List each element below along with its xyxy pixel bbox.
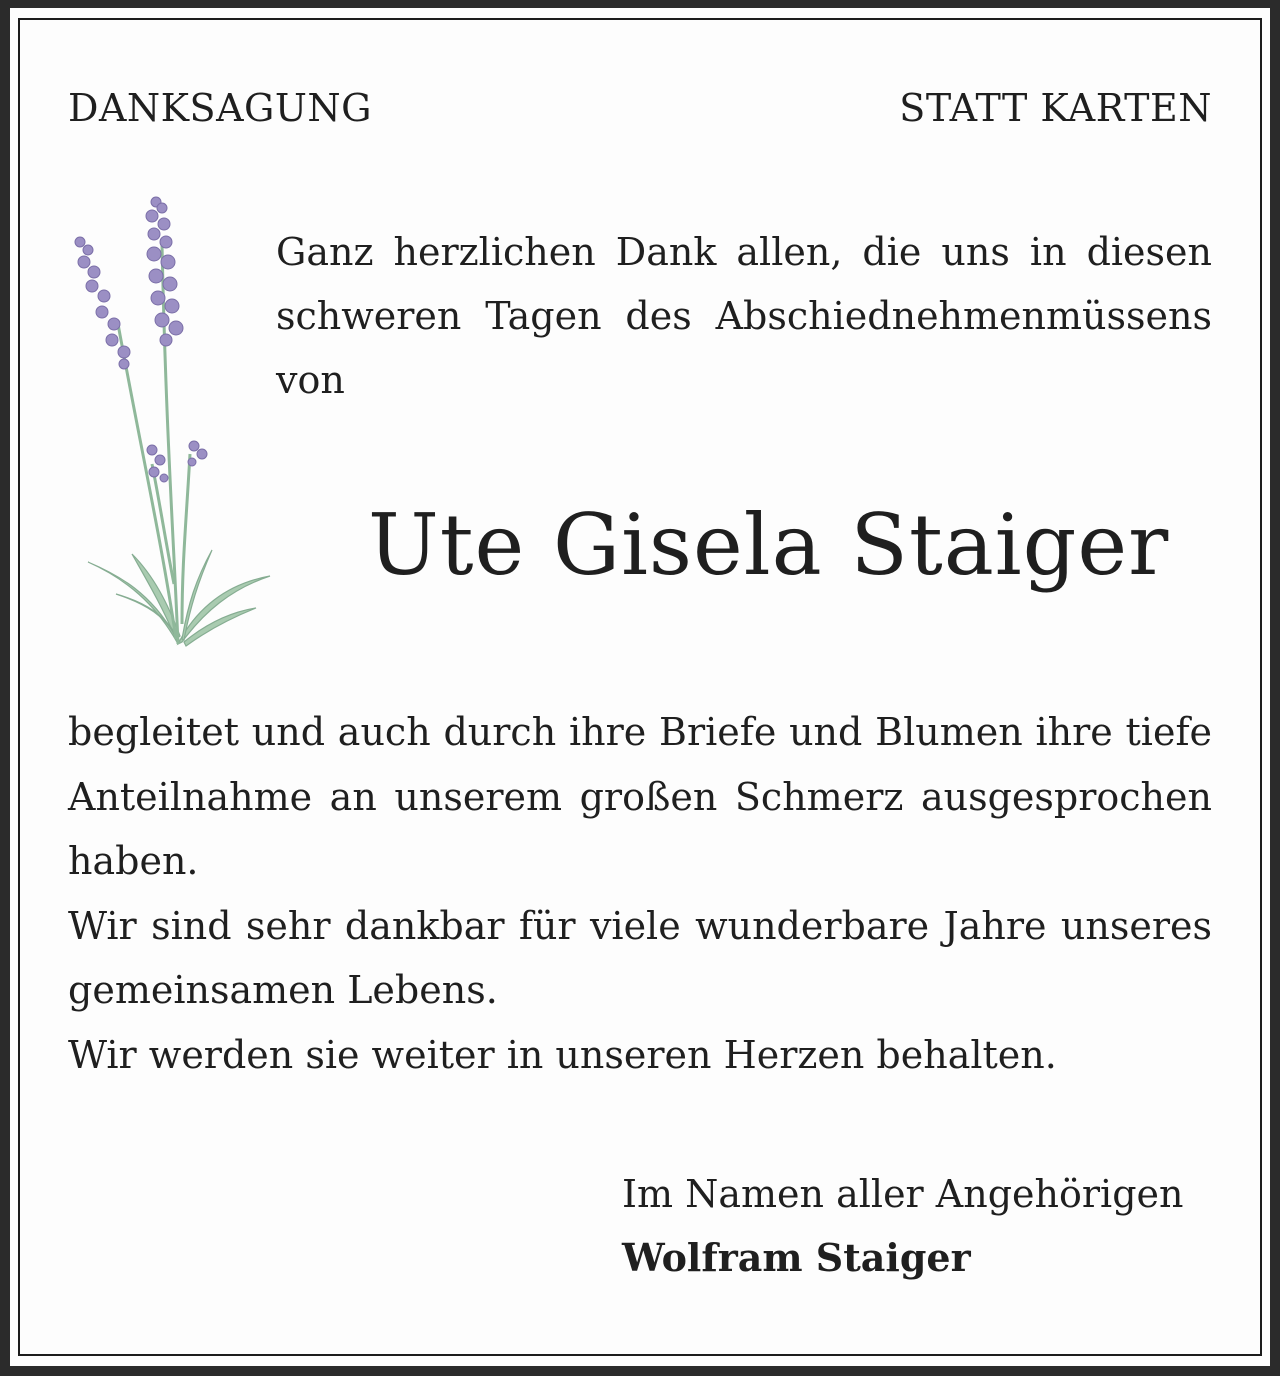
intro-line: Ganz herzlichen Dank allen, die uns in diesen xyxy=(276,230,1212,274)
intro-paragraph xyxy=(276,220,1212,412)
intro-line: von xyxy=(276,358,345,402)
obituary-notice xyxy=(10,8,1270,1366)
header-danksagung: DANKSAGUNG xyxy=(68,86,373,130)
body-line: Wir sind sehr dankbar für viele wunderbare Jahre unseres xyxy=(68,903,1212,948)
deceased-name: Ute Gisela Staiger xyxy=(368,496,1170,594)
body-line: haben. xyxy=(68,839,199,883)
body-line: Anteilnahme an unserem großen Schmerz ausgesprochen xyxy=(68,774,1212,819)
header-statt-karten: STATT KARTEN xyxy=(899,86,1212,130)
signature-name: Wolfram Staiger xyxy=(622,1235,971,1280)
lavender-icon xyxy=(66,184,276,654)
body-line: begleitet und auch durch ihre Briefe und Blumen ihre tiefe xyxy=(68,710,1212,754)
signature-line: Im Namen aller Angehörigen xyxy=(622,1172,1184,1216)
body-line: Wir werden sie weiter in unseren Herzen behalten. xyxy=(68,1032,1057,1077)
intro-line: schweren Tagen des Abschiednehmenmüssens xyxy=(276,294,1212,338)
signature-block xyxy=(622,1162,1183,1290)
body-paragraph xyxy=(68,700,1212,1087)
body-line: gemeinsamen Lebens. xyxy=(68,968,498,1012)
